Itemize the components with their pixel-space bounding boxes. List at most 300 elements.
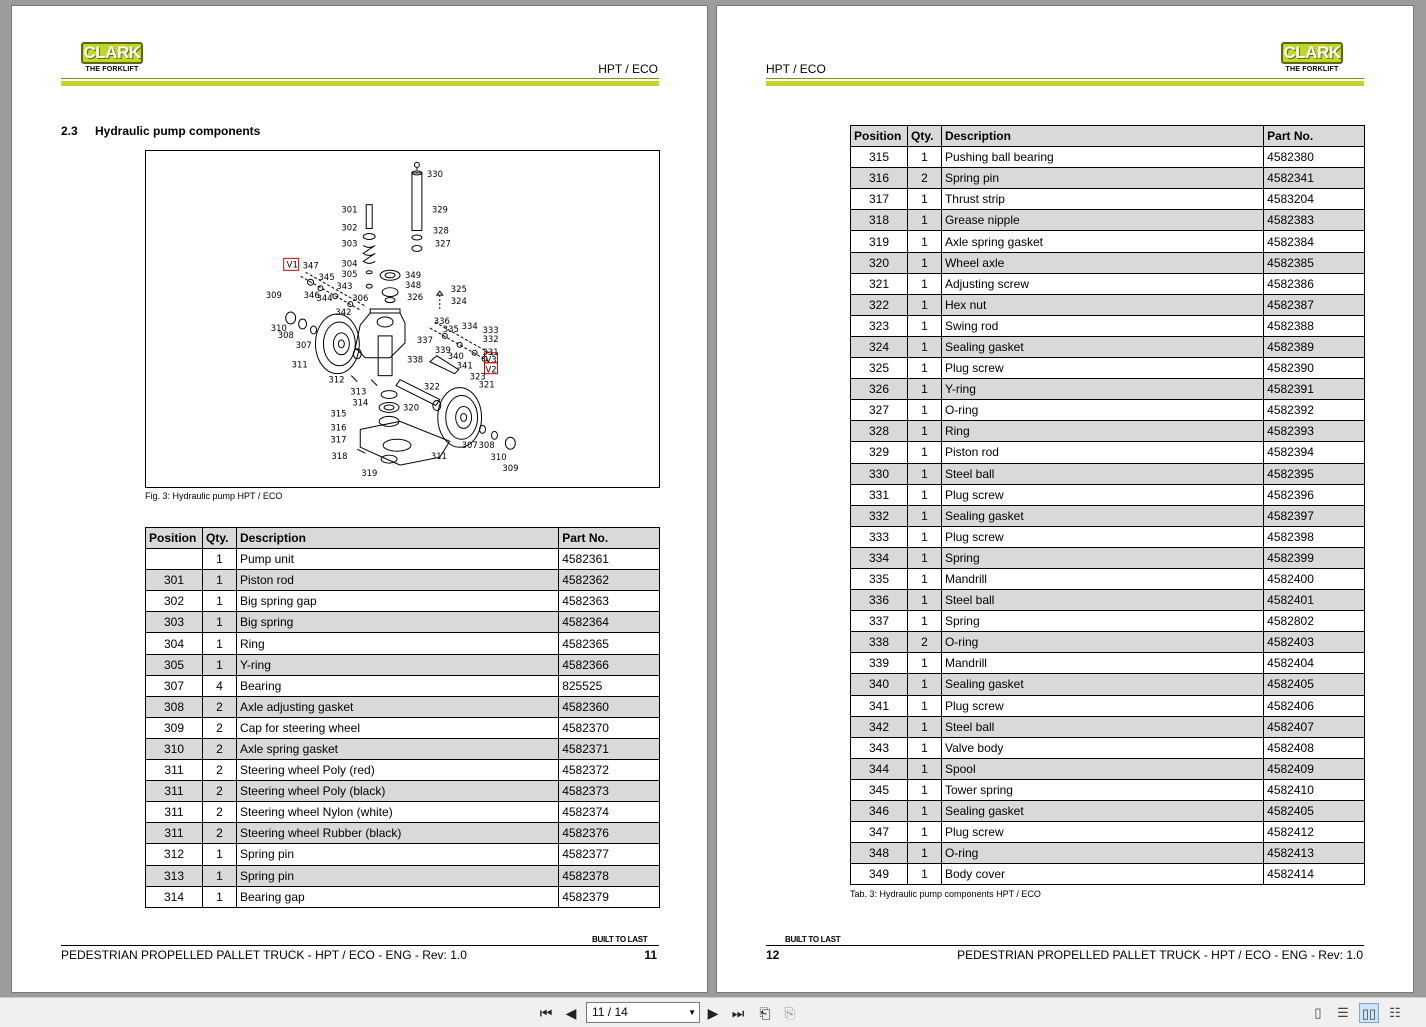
cell-position: 310 (146, 738, 203, 759)
table-row (146, 823, 660, 844)
callout-label: 312 (328, 374, 345, 385)
callout-label: 316 (330, 422, 347, 433)
table-row (851, 294, 1365, 315)
callout-label: 339 (434, 344, 451, 355)
callout-label: 306 (352, 293, 369, 304)
table-row (146, 570, 660, 591)
cell-qty: 2 (202, 760, 236, 781)
cell-position: 340 (851, 674, 908, 695)
cell-part-no: 4582365 (559, 633, 660, 654)
cell-position: 309 (146, 717, 203, 738)
table-header-row (851, 126, 1365, 147)
cell-qty: 1 (907, 294, 941, 315)
cell-qty: 1 (907, 147, 941, 168)
cell-position: 301 (146, 570, 203, 591)
cell-position: 316 (851, 168, 908, 189)
cell-position: 302 (146, 591, 203, 612)
cell-qty: 1 (907, 505, 941, 526)
cell-description: Mandrill (941, 568, 1263, 589)
cell-description: Bearing (236, 675, 558, 696)
cell-part-no: 4582401 (1264, 590, 1365, 611)
document-page-right (716, 5, 1414, 993)
viewer-toolbar (0, 997, 1426, 1027)
cell-description: Plug screw (941, 526, 1263, 547)
cell-description: Sealing gasket (941, 336, 1263, 357)
table-row (851, 843, 1365, 864)
callout-label: 336 (433, 315, 450, 326)
cell-qty: 1 (907, 716, 941, 737)
table-row (851, 758, 1365, 779)
cell-qty: 1 (907, 779, 941, 800)
col-description: Description (236, 528, 558, 549)
cell-part-no: 4582413 (1264, 843, 1365, 864)
cell-part-no: 4582384 (1264, 231, 1365, 252)
table-row (851, 695, 1365, 716)
callout-label: 325 (450, 284, 467, 295)
cell-position: 311 (146, 781, 203, 802)
table-row (851, 674, 1365, 695)
cell-position: 317 (851, 189, 908, 210)
cell-position: 311 (146, 760, 203, 781)
cell-description: Plug screw (941, 822, 1263, 843)
callout-label: 308 (478, 440, 495, 451)
header-rule (61, 78, 659, 86)
cell-part-no: 4582802 (1264, 611, 1365, 632)
table-row (851, 210, 1365, 231)
two-page-icon[interactable]: ▯▯ (1359, 1003, 1379, 1023)
cell-position: 307 (146, 675, 203, 696)
table-row (851, 315, 1365, 336)
cell-position: 342 (851, 716, 908, 737)
callout-label: 304 (341, 258, 358, 269)
hydraulic-pump-drawing (146, 151, 659, 487)
cell-part-no: 4582372 (559, 760, 660, 781)
parts-table-left (145, 527, 660, 908)
page-number: 11 (644, 948, 657, 962)
table-row (851, 526, 1365, 547)
cell-qty: 1 (907, 189, 941, 210)
exploded-view-figure (145, 150, 660, 488)
cell-part-no: 4582400 (1264, 568, 1365, 589)
cell-description: Steering wheel Poly (black) (236, 781, 558, 802)
cell-description: O-ring (941, 843, 1263, 864)
table-row (146, 844, 660, 865)
cell-part-no: 4582398 (1264, 526, 1365, 547)
cell-description: Steering wheel Rubber (black) (236, 823, 558, 844)
cell-description: O-ring (941, 632, 1263, 653)
page-number: 12 (766, 948, 780, 962)
cell-qty: 2 (202, 717, 236, 738)
cell-position: 313 (146, 865, 203, 886)
cell-qty: 1 (907, 843, 941, 864)
table-row (851, 168, 1365, 189)
callout-label: 315 (330, 408, 347, 419)
callout-label: 334 (461, 320, 478, 331)
callout-label: 343 (336, 281, 353, 292)
callout-label: 308 (277, 329, 294, 340)
cell-part-no: 4582390 (1264, 358, 1365, 379)
cell-position: 346 (851, 801, 908, 822)
callout-label: 327 (434, 238, 451, 249)
cell-qty: 1 (907, 463, 941, 484)
cell-position: 308 (146, 696, 203, 717)
cell-description: Mandrill (941, 653, 1263, 674)
cell-description: Y-ring (236, 654, 558, 675)
callout-label: 321 (478, 379, 495, 390)
cell-qty: 2 (202, 696, 236, 717)
cell-description: Plug screw (941, 358, 1263, 379)
cell-qty: 1 (907, 231, 941, 252)
cell-part-no: 4582387 (1264, 294, 1365, 315)
callout-label: 307 (295, 339, 312, 350)
table-row (851, 189, 1365, 210)
cell-position: 335 (851, 568, 908, 589)
table-row (146, 612, 660, 633)
table-row (851, 801, 1365, 822)
callout-label: 317 (330, 434, 347, 445)
cell-description: Sealing gasket (941, 674, 1263, 695)
cell-part-no: 4582361 (559, 549, 660, 570)
cell-qty: 1 (907, 210, 941, 231)
cell-part-no: 4582388 (1264, 315, 1365, 336)
footer-title: PEDESTRIAN PROPELLED PALLET TRUCK - HPT / ECO - ENG - Rev: 1.0 (61, 948, 467, 962)
cell-description: Big spring gap (236, 591, 558, 612)
table-row (146, 654, 660, 675)
callout-label: 331 (482, 346, 499, 357)
cell-position: 338 (851, 632, 908, 653)
table-row (851, 336, 1365, 357)
cell-qty: 1 (202, 844, 236, 865)
cell-part-no: 4582412 (1264, 822, 1365, 843)
cell-qty: 2 (202, 738, 236, 759)
callout-label: 338 (406, 354, 424, 365)
table-row (146, 886, 660, 907)
cell-position: 341 (851, 695, 908, 716)
cell-part-no: 4582409 (1264, 758, 1365, 779)
cell-position: 347 (851, 822, 908, 843)
col-description: Description (941, 126, 1263, 147)
table-row (851, 231, 1365, 252)
callout-label: 323 (469, 371, 486, 382)
table-header-row (146, 528, 660, 549)
cell-position: 311 (146, 802, 203, 823)
cell-description: Axle adjusting gasket (236, 696, 558, 717)
cell-description: Spring pin (236, 844, 558, 865)
cell-description: Cap for steering wheel (236, 717, 558, 738)
cell-qty: 1 (907, 653, 941, 674)
callout-label: V1 (286, 259, 298, 270)
two-page-continuous-icon[interactable]: ☷ (1389, 1005, 1401, 1020)
callout-label: 307 (461, 440, 478, 451)
cell-part-no: 4582399 (1264, 547, 1365, 568)
table-row (146, 738, 660, 759)
callout-label: 324 (450, 296, 467, 307)
page-indicator: 11 / 14 (592, 1005, 628, 1019)
table-row (146, 865, 660, 886)
next-page-icon[interactable]: ▶ (707, 1005, 719, 1021)
cell-description: Plug screw (941, 695, 1263, 716)
cell-description: Steel ball (941, 463, 1263, 484)
cell-qty: 1 (202, 591, 236, 612)
cell-qty: 1 (202, 612, 236, 633)
cell-position: 332 (851, 505, 908, 526)
cell-description: Ring (941, 421, 1263, 442)
cell-qty: 1 (202, 886, 236, 907)
cell-position: 330 (851, 463, 908, 484)
cell-part-no: 4582373 (559, 781, 660, 802)
callout-label: 340 (447, 350, 464, 361)
table-row (851, 864, 1365, 885)
cell-position: 311 (146, 823, 203, 844)
callout-label: 345 (318, 272, 335, 283)
cell-part-no: 4582385 (1264, 252, 1365, 273)
continuous-icon[interactable]: ☰ (1337, 1005, 1349, 1020)
callout-label: 310 (270, 322, 287, 333)
cell-description: Sealing gasket (941, 801, 1263, 822)
cell-part-no: 4582360 (559, 696, 660, 717)
col-position: Position (851, 126, 908, 147)
cell-position: 328 (851, 421, 908, 442)
cell-part-no: 4582370 (559, 717, 660, 738)
callout-label: 341 (456, 360, 473, 371)
cell-qty: 2 (907, 168, 941, 189)
table-row (146, 760, 660, 781)
document-page-left (11, 5, 708, 993)
logo-brand: CLARK (81, 42, 143, 64)
cell-description: Piston rod (236, 570, 558, 591)
cell-position: 333 (851, 526, 908, 547)
callout-label: 305 (341, 269, 358, 280)
cell-qty: 1 (907, 421, 941, 442)
cell-part-no: 4582383 (1264, 210, 1365, 231)
cell-qty: 1 (202, 633, 236, 654)
clark-logo (81, 42, 143, 78)
cell-part-no: 4583204 (1264, 189, 1365, 210)
header-product: HPT / ECO (598, 62, 658, 76)
cell-qty: 1 (907, 695, 941, 716)
cell-part-no: 4582414 (1264, 864, 1365, 885)
logo-brand: CLARK (1281, 42, 1343, 64)
section-number: 2.3 (61, 124, 78, 138)
logo-tagline: THE FORKLIFT (85, 66, 139, 73)
cell-position: 325 (851, 358, 908, 379)
back-view-icon[interactable]: ⎗ (759, 1005, 771, 1021)
cell-position: 323 (851, 315, 908, 336)
cell-part-no: 4582377 (559, 844, 660, 865)
col-part-no: Part No. (1264, 126, 1365, 147)
cell-qty: 1 (907, 379, 941, 400)
cell-qty: 1 (907, 864, 941, 885)
cell-position: 319 (851, 231, 908, 252)
cell-qty: 1 (907, 400, 941, 421)
cell-position: 349 (851, 864, 908, 885)
cell-part-no: 4582389 (1264, 336, 1365, 357)
cell-part-no: 4582378 (559, 865, 660, 886)
header-rule (766, 78, 1364, 86)
cell-position: 327 (851, 400, 908, 421)
callout-label: 320 (402, 402, 420, 413)
cell-position: 331 (851, 484, 908, 505)
clark-logo (1281, 42, 1343, 78)
cell-position: 324 (851, 336, 908, 357)
cell-part-no: 4582396 (1264, 484, 1365, 505)
footer-rule (766, 945, 1364, 946)
cell-description: Axle spring gasket (941, 231, 1263, 252)
cell-qty: 1 (907, 484, 941, 505)
footer-rule (61, 945, 659, 946)
cell-description: Steel ball (941, 590, 1263, 611)
callout-label: 309 (265, 290, 282, 301)
first-page-icon[interactable]: ⏮ (539, 1005, 553, 1021)
cell-part-no: 4582404 (1264, 653, 1365, 674)
cell-part-no: 4582410 (1264, 779, 1365, 800)
cell-part-no: 4582341 (1264, 168, 1365, 189)
cell-description: Hex nut (941, 294, 1263, 315)
cell-description: Bearing gap (236, 886, 558, 907)
callout-label: 346 (303, 290, 320, 301)
footer-title: PEDESTRIAN PROPELLED PALLET TRUCK - HPT / ECO - ENG - Rev: 1.0 (957, 948, 1363, 962)
table-row (146, 549, 660, 570)
cell-qty: 1 (907, 611, 941, 632)
cell-description: Pushing ball bearing (941, 147, 1263, 168)
last-page-icon[interactable]: ⏭ (731, 1005, 745, 1021)
cell-part-no: 4582407 (1264, 716, 1365, 737)
table-row (851, 737, 1365, 758)
table-row (146, 802, 660, 823)
prev-page-icon[interactable]: ◀ (565, 1005, 577, 1021)
cell-position: 304 (146, 633, 203, 654)
cell-position: 320 (851, 252, 908, 273)
cell-part-no: 4582403 (1264, 632, 1365, 653)
callout-label: 310 (490, 452, 507, 463)
table-row (851, 779, 1365, 800)
cell-qty: 1 (907, 442, 941, 463)
cell-position: 322 (851, 294, 908, 315)
cell-qty: 2 (202, 781, 236, 802)
cell-position: 305 (146, 654, 203, 675)
cell-description: Tower spring (941, 779, 1263, 800)
cell-position: 326 (851, 379, 908, 400)
cell-description: Spool (941, 758, 1263, 779)
table-row (851, 147, 1365, 168)
table-row (851, 463, 1365, 484)
cell-qty: 1 (202, 570, 236, 591)
cell-description: Swing rod (941, 315, 1263, 336)
cell-description: Body cover (941, 864, 1263, 885)
cell-part-no: 4582376 (559, 823, 660, 844)
cell-part-no: 4582406 (1264, 695, 1365, 716)
table-row (851, 653, 1365, 674)
slogan: BUILT TO LAST (592, 935, 648, 944)
cell-description: Plug screw (941, 484, 1263, 505)
cell-qty: 1 (202, 549, 236, 570)
chevron-down-icon: ▼ (688, 1008, 696, 1017)
cell-part-no: 4582364 (559, 612, 660, 633)
cell-position (146, 549, 203, 570)
cell-description: Spring pin (236, 865, 558, 886)
col-qty: Qty. (202, 528, 236, 549)
cell-qty: 1 (907, 358, 941, 379)
cell-position: 339 (851, 653, 908, 674)
single-page-icon[interactable]: ▯ (1314, 1005, 1322, 1020)
cell-qty: 1 (202, 865, 236, 886)
cell-part-no: 4582393 (1264, 421, 1365, 442)
table-row (851, 822, 1365, 843)
callout-label: 311 (430, 451, 447, 462)
cell-qty: 1 (907, 273, 941, 294)
cell-description: Thrust strip (941, 189, 1263, 210)
col-qty: Qty. (907, 126, 941, 147)
figure-caption: Fig. 3: Hydraulic pump HPT / ECO (145, 491, 283, 501)
table-row (146, 781, 660, 802)
parts-table-right (850, 125, 1365, 885)
section-title (61, 124, 260, 138)
page-selector[interactable] (586, 1002, 700, 1023)
table-row (851, 568, 1365, 589)
section-name: Hydraulic pump components (95, 124, 261, 138)
cell-part-no: 4582395 (1264, 463, 1365, 484)
cell-description: Spring pin (941, 168, 1263, 189)
callout-label: 342 (335, 307, 352, 318)
cell-description: Steering wheel Poly (red) (236, 760, 558, 781)
cell-part-no: 4582380 (1264, 147, 1365, 168)
cell-position: 303 (146, 612, 203, 633)
cell-qty: 2 (202, 802, 236, 823)
header-product: HPT / ECO (766, 62, 826, 76)
slogan: BUILT TO LAST (785, 935, 841, 944)
forward-view-icon[interactable]: ⎘ (784, 1005, 796, 1021)
cell-qty: 1 (907, 758, 941, 779)
cell-qty: 1 (907, 526, 941, 547)
cell-qty: 1 (907, 568, 941, 589)
cell-qty: 1 (907, 674, 941, 695)
cell-part-no: 4582379 (559, 886, 660, 907)
logo-tagline: THE FORKLIFT (1285, 66, 1339, 73)
cell-qty: 2 (907, 632, 941, 653)
callout-label: 329 (431, 204, 448, 215)
table-row (851, 379, 1365, 400)
cell-position: 336 (851, 590, 908, 611)
cell-part-no: 4582405 (1264, 674, 1365, 695)
cell-description: Y-ring (941, 379, 1263, 400)
cell-description: Piston rod (941, 442, 1263, 463)
cell-part-no: 4582371 (559, 738, 660, 759)
table-row (146, 591, 660, 612)
cell-description: O-ring (941, 400, 1263, 421)
cell-part-no: 4582374 (559, 802, 660, 823)
cell-position: 315 (851, 147, 908, 168)
callout-label: 318 (331, 451, 348, 462)
callout-label: 302 (341, 222, 358, 233)
callout-label: 309 (502, 463, 519, 474)
cell-description: Grease nipple (941, 210, 1263, 231)
callout-label: 322 (423, 381, 440, 392)
table-caption: Tab. 3: Hydraulic pump components HPT / ECO (850, 889, 1041, 899)
cell-position: 348 (851, 843, 908, 864)
callout-label: 333 (482, 324, 499, 335)
cell-qty: 1 (907, 315, 941, 336)
cell-description: Spring (941, 547, 1263, 568)
callout-label: 337 (416, 334, 434, 345)
cell-description: Spring (941, 611, 1263, 632)
table-row (851, 716, 1365, 737)
cell-part-no: 4582394 (1264, 442, 1365, 463)
cell-qty: 1 (907, 590, 941, 611)
cell-position: 344 (851, 758, 908, 779)
cell-position: 318 (851, 210, 908, 231)
table-row (851, 484, 1365, 505)
table-row (851, 358, 1365, 379)
